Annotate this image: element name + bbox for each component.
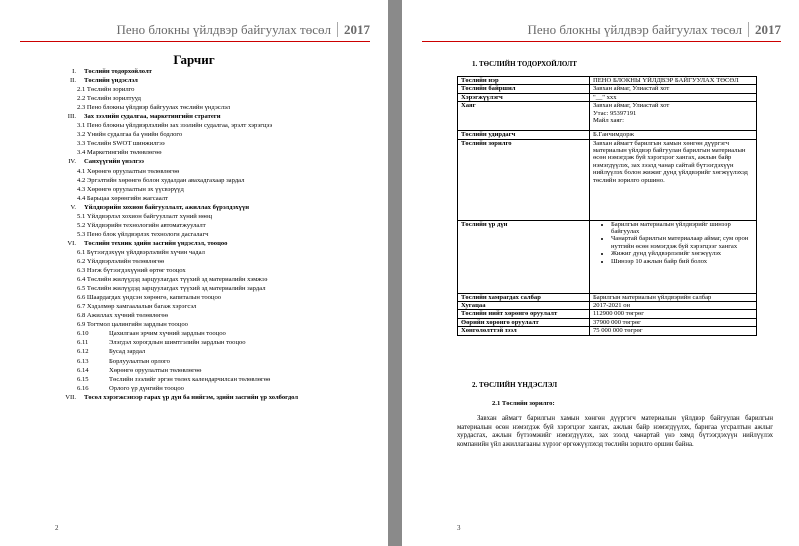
- toc-entry-text: Төслийн үндэслэл: [84, 77, 138, 85]
- toc-entry-text: Зах зээлийн судалгаа, маркетингийн стратеги: [84, 113, 221, 121]
- toc-entry-number: II.: [69, 77, 76, 85]
- table-row: [458, 131, 757, 139]
- toc-entry: 5.3 Пено блок үйлдвэрлэх технологи дасгалагч: [77, 230, 209, 238]
- table-row: [458, 302, 757, 310]
- toc-entry: 2.1 Төслийн зорилго: [77, 86, 135, 94]
- toc-entry-number: 6.16: [77, 384, 89, 392]
- toc-entry-number: 6.12: [77, 348, 89, 356]
- toc-entry-text: Төслийн техник эдийн засгийн үндэслэл, тооцоо: [84, 239, 228, 247]
- header-title: Пено блокны үйлдвэр байгуулах төсөл: [116, 22, 331, 37]
- toc-entry: 6.3 Нэгж бүтээгдэхүүний өртөг тооцох: [77, 267, 186, 275]
- toc-entry: 6.2 Үйлдвэрлэлийн төлөвлөгөө: [77, 257, 165, 265]
- toc-entry: 4.2 Эргэлтийн хөрөнгө болон худалдан авахадгахаар зардал: [77, 176, 245, 184]
- row-value: 75 000 000 төгрөг: [590, 327, 757, 335]
- result-item: • Барилгын материалын үйлдвэрийг шинээр байгуулах: [611, 221, 753, 236]
- row-value: [590, 220, 757, 293]
- toc-entry: [30, 375, 368, 384]
- toc-entry: [30, 157, 368, 166]
- phone-line: Утас: 95397191: [593, 109, 637, 117]
- email-line: Майл хаяг:: [593, 117, 624, 125]
- toc-title: Гарчиг: [173, 52, 215, 67]
- table-row: [458, 293, 757, 301]
- toc-entry: 4.3 Хөрөнгө оруулалтын эх үүсвэрүүд: [77, 185, 184, 193]
- toc-entry: 2.2 Төслийн зорилтууд: [77, 95, 141, 103]
- toc-entry: 2.3 Пено блокны үйлдвэр байгуулах төслийн үндэслэл: [77, 104, 231, 112]
- toc-entry: 3.4 Маркетингийн төлөвлөгөө: [77, 149, 162, 157]
- page-number: 3: [457, 524, 461, 532]
- row-key: Хөнгөлөлттэй зээл: [458, 327, 590, 335]
- toc-entry: [30, 384, 368, 393]
- toc-entry-text: Үйлдвэрийн хохион байгууллалт, ажиллах бүрэлдэхүүн: [84, 203, 250, 211]
- table-row: [458, 77, 757, 85]
- toc-entry: [30, 357, 368, 366]
- toc-entry: 6.8 Ажиллах хүчний төлөвлөгөө: [77, 312, 169, 320]
- toc-entry-text: Төслийн тодорхойлолт: [84, 68, 152, 75]
- row-value: 112900 000 төгрөг: [590, 310, 757, 318]
- result-item: • Чанартай барилгын материалаар аймаг, сум орон нутгийн өсөн нэмэгдэж буй хэрэгцээг хангах: [611, 235, 753, 250]
- row-key: Төслийн нийт хөрөнгө оруулалт: [458, 310, 590, 318]
- toc-entry-number: V.: [70, 203, 76, 211]
- toc-entry: [30, 239, 368, 248]
- address-line: Завхан аймаг, Улиастай хот: [593, 102, 670, 110]
- table-row: [458, 327, 757, 335]
- toc-entry: [30, 393, 368, 402]
- table-of-contents: [30, 67, 368, 402]
- toc-entry: 3.1 Пено блокны үйлдвэрлэлийн зах зээлийн судалгаа, эрэлт хэрэгцээ: [77, 122, 273, 130]
- row-key: Хугацаа: [458, 302, 590, 310]
- header-rule: [20, 41, 370, 42]
- toc-entry: [30, 329, 368, 338]
- project-summary-table: [457, 76, 757, 336]
- page-number: 2: [55, 524, 59, 532]
- toc-entry-text: Санхүүгийн үнэлгээ: [84, 158, 145, 166]
- row-value: 2017-2021 он: [590, 302, 757, 310]
- toc-entry: [30, 112, 368, 121]
- toc-entry-number: 6.10: [77, 330, 89, 338]
- toc-entry: 6.5 Төслийн жилүүдэд зарцуулагдах түүхий эд материалийн зардал: [77, 285, 266, 293]
- toc-entry-text: Борлуулалтын орлого: [109, 357, 170, 365]
- row-key: Хэрэгжүүлэгч: [458, 93, 590, 101]
- toc-entry-text: Төслийн зээлийг эргэн төлөх календарчилсан төлөвлөгөө: [109, 375, 271, 383]
- subsection-heading: 2.1 Төслийн зорилго:: [492, 400, 555, 407]
- row-value: [590, 102, 757, 131]
- table-row: [458, 220, 757, 293]
- toc-entry: 6.1 Бүтээгдэхүүн үйлдвэрлэлийн хүчин чадал: [77, 248, 205, 256]
- toc-entry: [30, 67, 368, 76]
- toc-entry: [30, 76, 368, 85]
- row-key: Хаяг: [458, 102, 590, 131]
- header-rule: [422, 41, 781, 42]
- row-value: Б.Ганчимдорж: [590, 131, 757, 139]
- toc-entry: 5.2 Үйлдвэрийн технологийн автоматжуулалт: [77, 221, 206, 229]
- section-heading: 2. ТӨСЛИЙН ҮНДЭСЛЭЛ: [472, 381, 558, 389]
- toc-entry: 6.6 Шаардагдах үндсэн хөрөнгө, капиталын тооцоо: [77, 294, 222, 302]
- toc-entry: 6.9 Тогтмол цалингийн зардлын тооцоо: [77, 321, 188, 329]
- toc-entry: 3.2 Үнийн судалгаа ба үнийн бодлого: [77, 131, 183, 139]
- toc-entry-number: III.: [67, 113, 76, 121]
- toc-entry-number: 6.11: [77, 339, 89, 347]
- section-heading: 1. ТӨСЛИЙН ТОДОРХОЙЛОЛТ: [472, 60, 577, 68]
- toc-entry-text: Хөрөнгө оруулалтын төлөвлөгөө: [109, 366, 202, 374]
- row-value: 37900 000 төгрөг: [590, 318, 757, 326]
- table-row: [458, 93, 757, 101]
- toc-entry-text: Бусад зардал: [109, 348, 146, 356]
- toc-entry-number: IV.: [68, 158, 76, 166]
- header-year: 2017: [337, 22, 370, 37]
- toc-entry: 6.7 Хэдэлмөр хамгаалалын багаж хэрэгсэл: [77, 303, 197, 311]
- table-row: [458, 310, 757, 318]
- row-key: Төслийн нэр: [458, 77, 590, 85]
- row-key: Төслийн хамрагдах салбар: [458, 293, 590, 301]
- toc-entry-number: 6.15: [77, 375, 89, 383]
- results-list: [593, 221, 753, 265]
- page-2: [0, 0, 388, 546]
- table-row: [458, 318, 757, 326]
- row-key: Төслийн байршил: [458, 85, 590, 93]
- toc-entry-number: VI.: [67, 239, 76, 247]
- toc-entry: [30, 347, 368, 356]
- body-paragraph: Завхан аймагт барилгын хамын хөнгөн дүүргэгч материалын үйлдвэр байгуулан барилгын материалын өсөн нэмэгдэж буй хэрэгцээг хангах, ажлын байр нэмэгдүүлэх, баригаа угсралтын ажлыг хурдасгах, ажлын бүтээмжийг нэмэгдүүлэх, зах зээлд чанартай үнэ хямд бүтээгдэхүүн нийлүүлэх компанийн үйл ажиллагааны хүрээг өргөжүүлэхэд төслийн зорилго оршин байна.: [457, 415, 773, 448]
- toc-entry: [30, 366, 368, 375]
- toc-entry-number: 6.13: [77, 357, 89, 365]
- toc-entry: [30, 338, 368, 347]
- row-key: Төслийн үр дүн: [458, 220, 590, 293]
- row-key: Төслийн зорилго: [458, 139, 590, 220]
- running-header: [528, 22, 781, 38]
- header-year: 2017: [748, 22, 781, 37]
- table-row: [458, 102, 757, 131]
- toc-entry: 3.3 Төслийн SWOT шинжилгээ: [77, 140, 165, 148]
- toc-entry-text: Цахилгаан эрчим хүчний зардлын тооцоо: [109, 330, 226, 338]
- running-header: [117, 22, 370, 38]
- toc-entry: [30, 203, 368, 212]
- row-value: ПЕНО БЛОКНЫ ҮЙЛДВЭР БАЙГУУЛАХ ТӨСӨЛ: [590, 77, 757, 85]
- page-3: [402, 0, 799, 546]
- result-item: • Шинээр 10 ажлын байр бий болох: [611, 258, 753, 265]
- row-key: Өөрийн хөрөнгө оруулалт: [458, 318, 590, 326]
- toc-entry: 5.1 Үйлдвэрлэл хохион байгууллалт хүний нөөц: [77, 212, 213, 220]
- header-title: Пено блокны үйлдвэр байгуулах төсөл: [527, 22, 742, 37]
- toc-entry-text: Төсөл хэрэгжсэнээр гарах үр дүн ба нийгэм, эдийн засгийн үр холбогдол: [84, 393, 299, 401]
- toc-entry-number: 6.14: [77, 366, 89, 374]
- toc-entry: 6.4 Төслийн жилүүдэд зарцуулагдах түүхий эд материалийн хэмжээ: [77, 276, 268, 284]
- row-value: "__" ххх: [590, 93, 757, 101]
- row-value: Барилгын материалын үйлдвэрийн салбар: [590, 293, 757, 301]
- toc-entry-text: Орлого үр дүнгийн тооцоо: [109, 384, 184, 392]
- table-row: [458, 139, 757, 220]
- row-key: Төслийн удирдагч: [458, 131, 590, 139]
- row-value: Завхан аймаг, Улиастай хот: [590, 85, 757, 93]
- toc-entry-number: VII.: [65, 393, 76, 401]
- row-value: Завхан аймагт барилгын хамын хөнгөн дүүргэгч материалын үйлдвэр байгуулан барилгын материалын өсөн нэмэгдэж буй хэрэгцээг хангах, ажлын байр нэмэгдүүлэх, зах зээлд чанар сайтай бүтээгдэхүүн нийлүүлэх болон жижиг дунд үйлдвэрийг хөгжүүлэхэд төслийн зорилго оршино.: [590, 139, 757, 220]
- toc-entry-number: I.: [72, 68, 76, 75]
- table-row: [458, 85, 757, 93]
- toc-entry: 4.4 Барьцаа хөрөнгийн жагсаалт: [77, 194, 168, 202]
- toc-entry: 4.1 Хөрөнгө оруулалтын төлөвлөгөө: [77, 167, 180, 175]
- result-item: • Жижиг дунд үйлдвэрлэлийг хөгжүүлэх: [611, 250, 753, 257]
- toc-entry-text: Элэгдэл хорогдлын шимтгэлийн зардлын тооцоо: [109, 339, 246, 347]
